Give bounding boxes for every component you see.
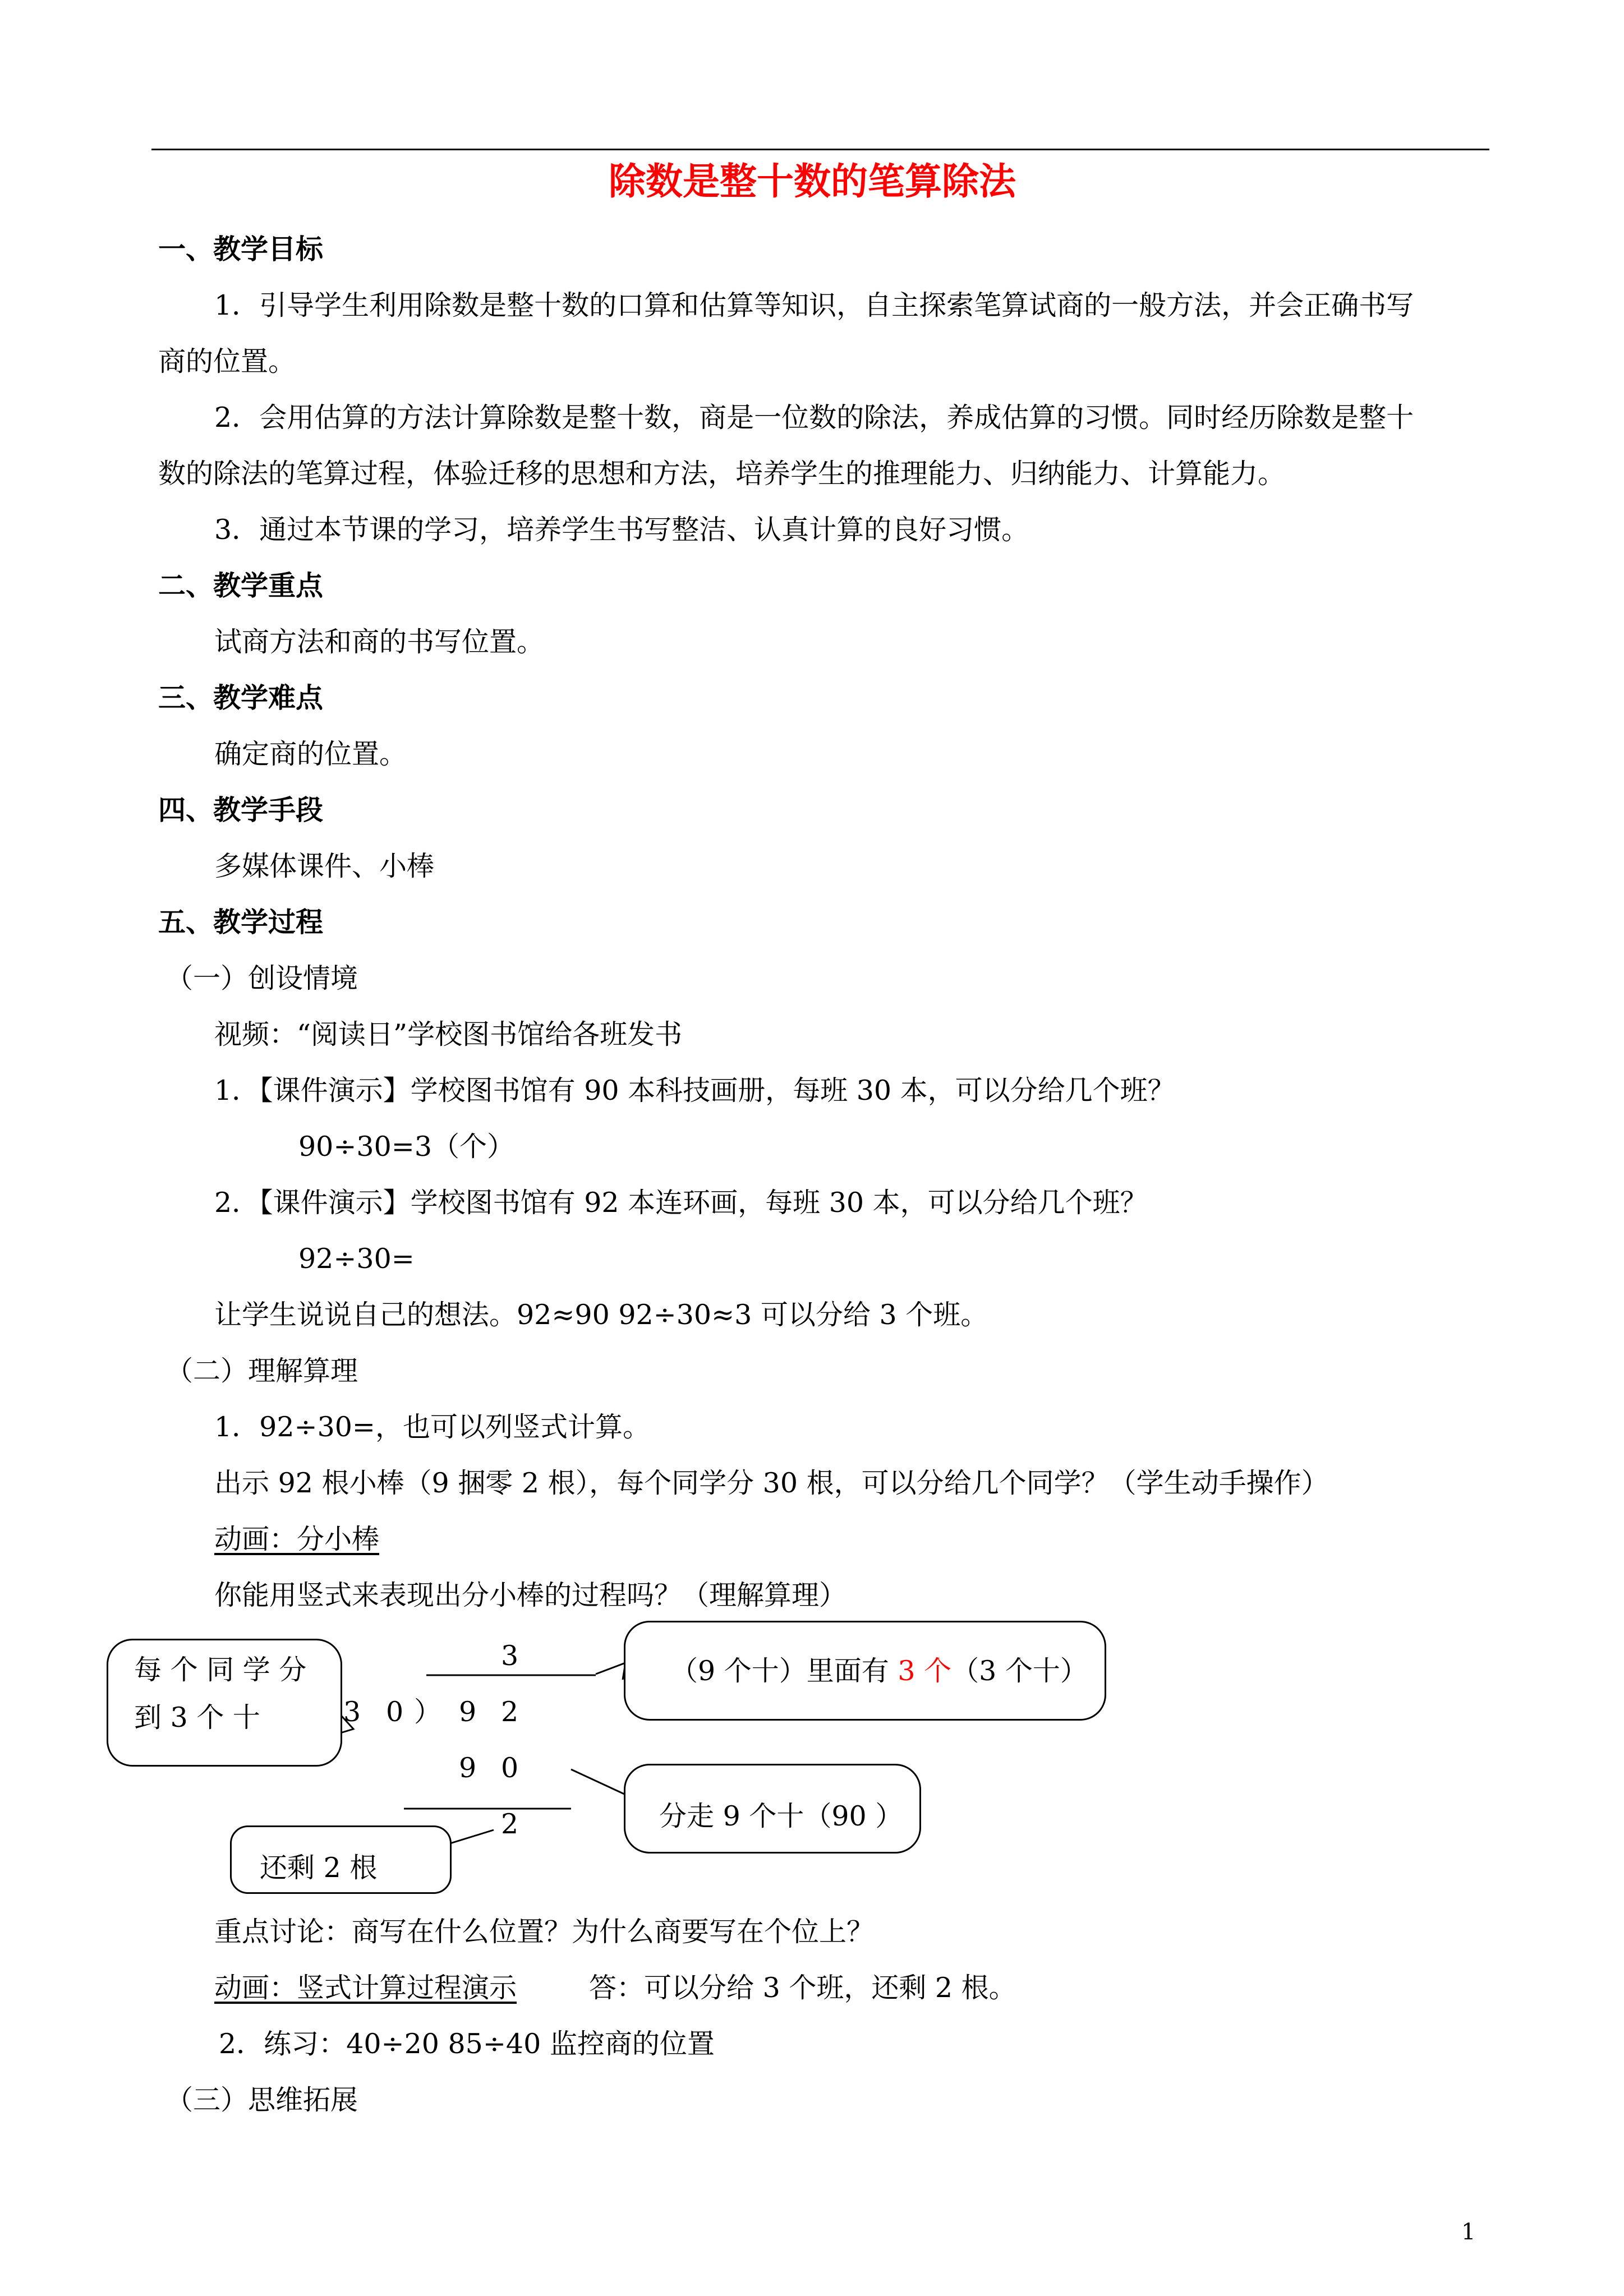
video-line: 视频：“阅读日”学校图书馆给各班发书 [214,1018,683,1050]
question-line: 你能用竖式来表现出分小棒的过程吗？（理解算理） [214,1579,847,1611]
callout-tail-mid-right [571,1769,625,1814]
demo-1: 1．【课件演示】学校图书馆有 90 本科技画册，每班 30 本，可以分给几个班？ [214,1075,1175,1106]
objective-3: 3．通过本节课的学习，培养学生书写整洁、认真计算的良好习惯。 [214,514,1029,546]
callout-top-right-pre: （9 个十）里面有 [670,1655,898,1687]
key-points-text: 试商方法和商的书写位置。 [214,626,545,658]
difficulties-text: 确定商的位置。 [214,738,407,770]
page-title: 除数是整十数的笔算除法 [609,159,1016,203]
division-bracket: ） [414,1696,442,1728]
answer-line: 答：可以分给 3 个班，还剩 2 根。 [589,1972,1016,2004]
callout-mid-right [624,1764,921,1854]
callout-left [107,1639,342,1767]
callout-mid-right-text: 分走 9 个十（90 ） [659,1800,903,1832]
objective-2: 2．会用估算的方法计算除数是整十数，商是一位数的除法，养成估算的习惯。同时经历除数是整十 [214,402,1414,434]
dividend-ones-digit: 2 [501,1696,519,1728]
objective-1-cont: 商的位置。 [158,345,296,377]
page-number: 1 [1461,2219,1476,2245]
demo-2: 2．【课件演示】学校图书馆有 92 本连环画，每班 30 本，可以分给几个班？ [214,1187,1148,1219]
subheading-situation: （一）创设情境 [165,962,358,994]
product-ones-digit: 0 [501,1752,519,1784]
discussion-line: 重点讨论：商写在什么位置？为什么商要写在个位上？ [214,1916,875,1948]
equation-1: 90÷30=3（个） [298,1131,514,1163]
callout-left-line1: 每 个 同 学 分 [134,1654,307,1686]
divisor-ones-digit: 0 [386,1696,404,1728]
callout-top-right [624,1621,1106,1721]
callout-top-right-post: （3 个十） [951,1655,1088,1687]
product-tens-digit: 9 [459,1752,477,1784]
section-heading-objectives: 一、教学目标 [158,233,324,265]
equation-2: 92÷30= [298,1243,415,1275]
quotient-digit: 3 [501,1640,519,1672]
practice-line: 2．练习：40÷20 85÷40 监控商的位置 [219,2028,715,2060]
subheading-understanding: （二）理解算理 [165,1355,358,1387]
callout-top-right-highlight: 3 个 [898,1655,952,1687]
means-text: 多媒体课件、小棒 [214,850,435,882]
section-heading-difficulties: 三、教学难点 [158,681,324,714]
callout-bottom-left [230,1825,452,1894]
animation-sticks-link[interactable]: 动画：分小棒 [214,1523,380,1555]
callout-left-line2: 到 3 个 十 [134,1702,260,1733]
section-heading-means: 四、教学手段 [158,794,324,826]
remainder-digit: 2 [501,1808,519,1840]
dividend-tens-digit: 9 [459,1696,477,1728]
section-heading-process: 五、教学过程 [158,906,324,938]
subheading-extension: （三）思维拓展 [165,2084,358,2116]
sticks-line: 出示 92 根小棒（9 捆零 2 根），每个同学分 30 根，可以分给几个同学？（学生动手操作） [214,1467,1329,1499]
callout-tail-top-right [596,1663,625,1680]
animation-calc-link[interactable]: 动画：竖式计算过程演示 [214,1972,517,2004]
divisor-tens-digit: 3 [343,1696,361,1728]
callout-bottom-left-text: 还剩 2 根 [260,1852,378,1884]
section-heading-key-points: 二、教学重点 [158,569,324,602]
objective-1: 1．引导学生利用除数是整十数的口算和估算等知识，自主探索笔算试商的一般方法，并会正确书写 [214,289,1414,321]
vertical-calc-line: 1．92÷30=，也可以列竖式计算。 [214,1411,650,1443]
objective-2-cont: 数的除法的笔算过程，体验迁移的思想和方法，培养学生的推理能力、归纳能力、计算能力。 [158,458,1286,490]
student-idea: 让学生说说自己的想法。92≈90 92÷30≈3 可以分给 3 个班。 [214,1299,988,1331]
